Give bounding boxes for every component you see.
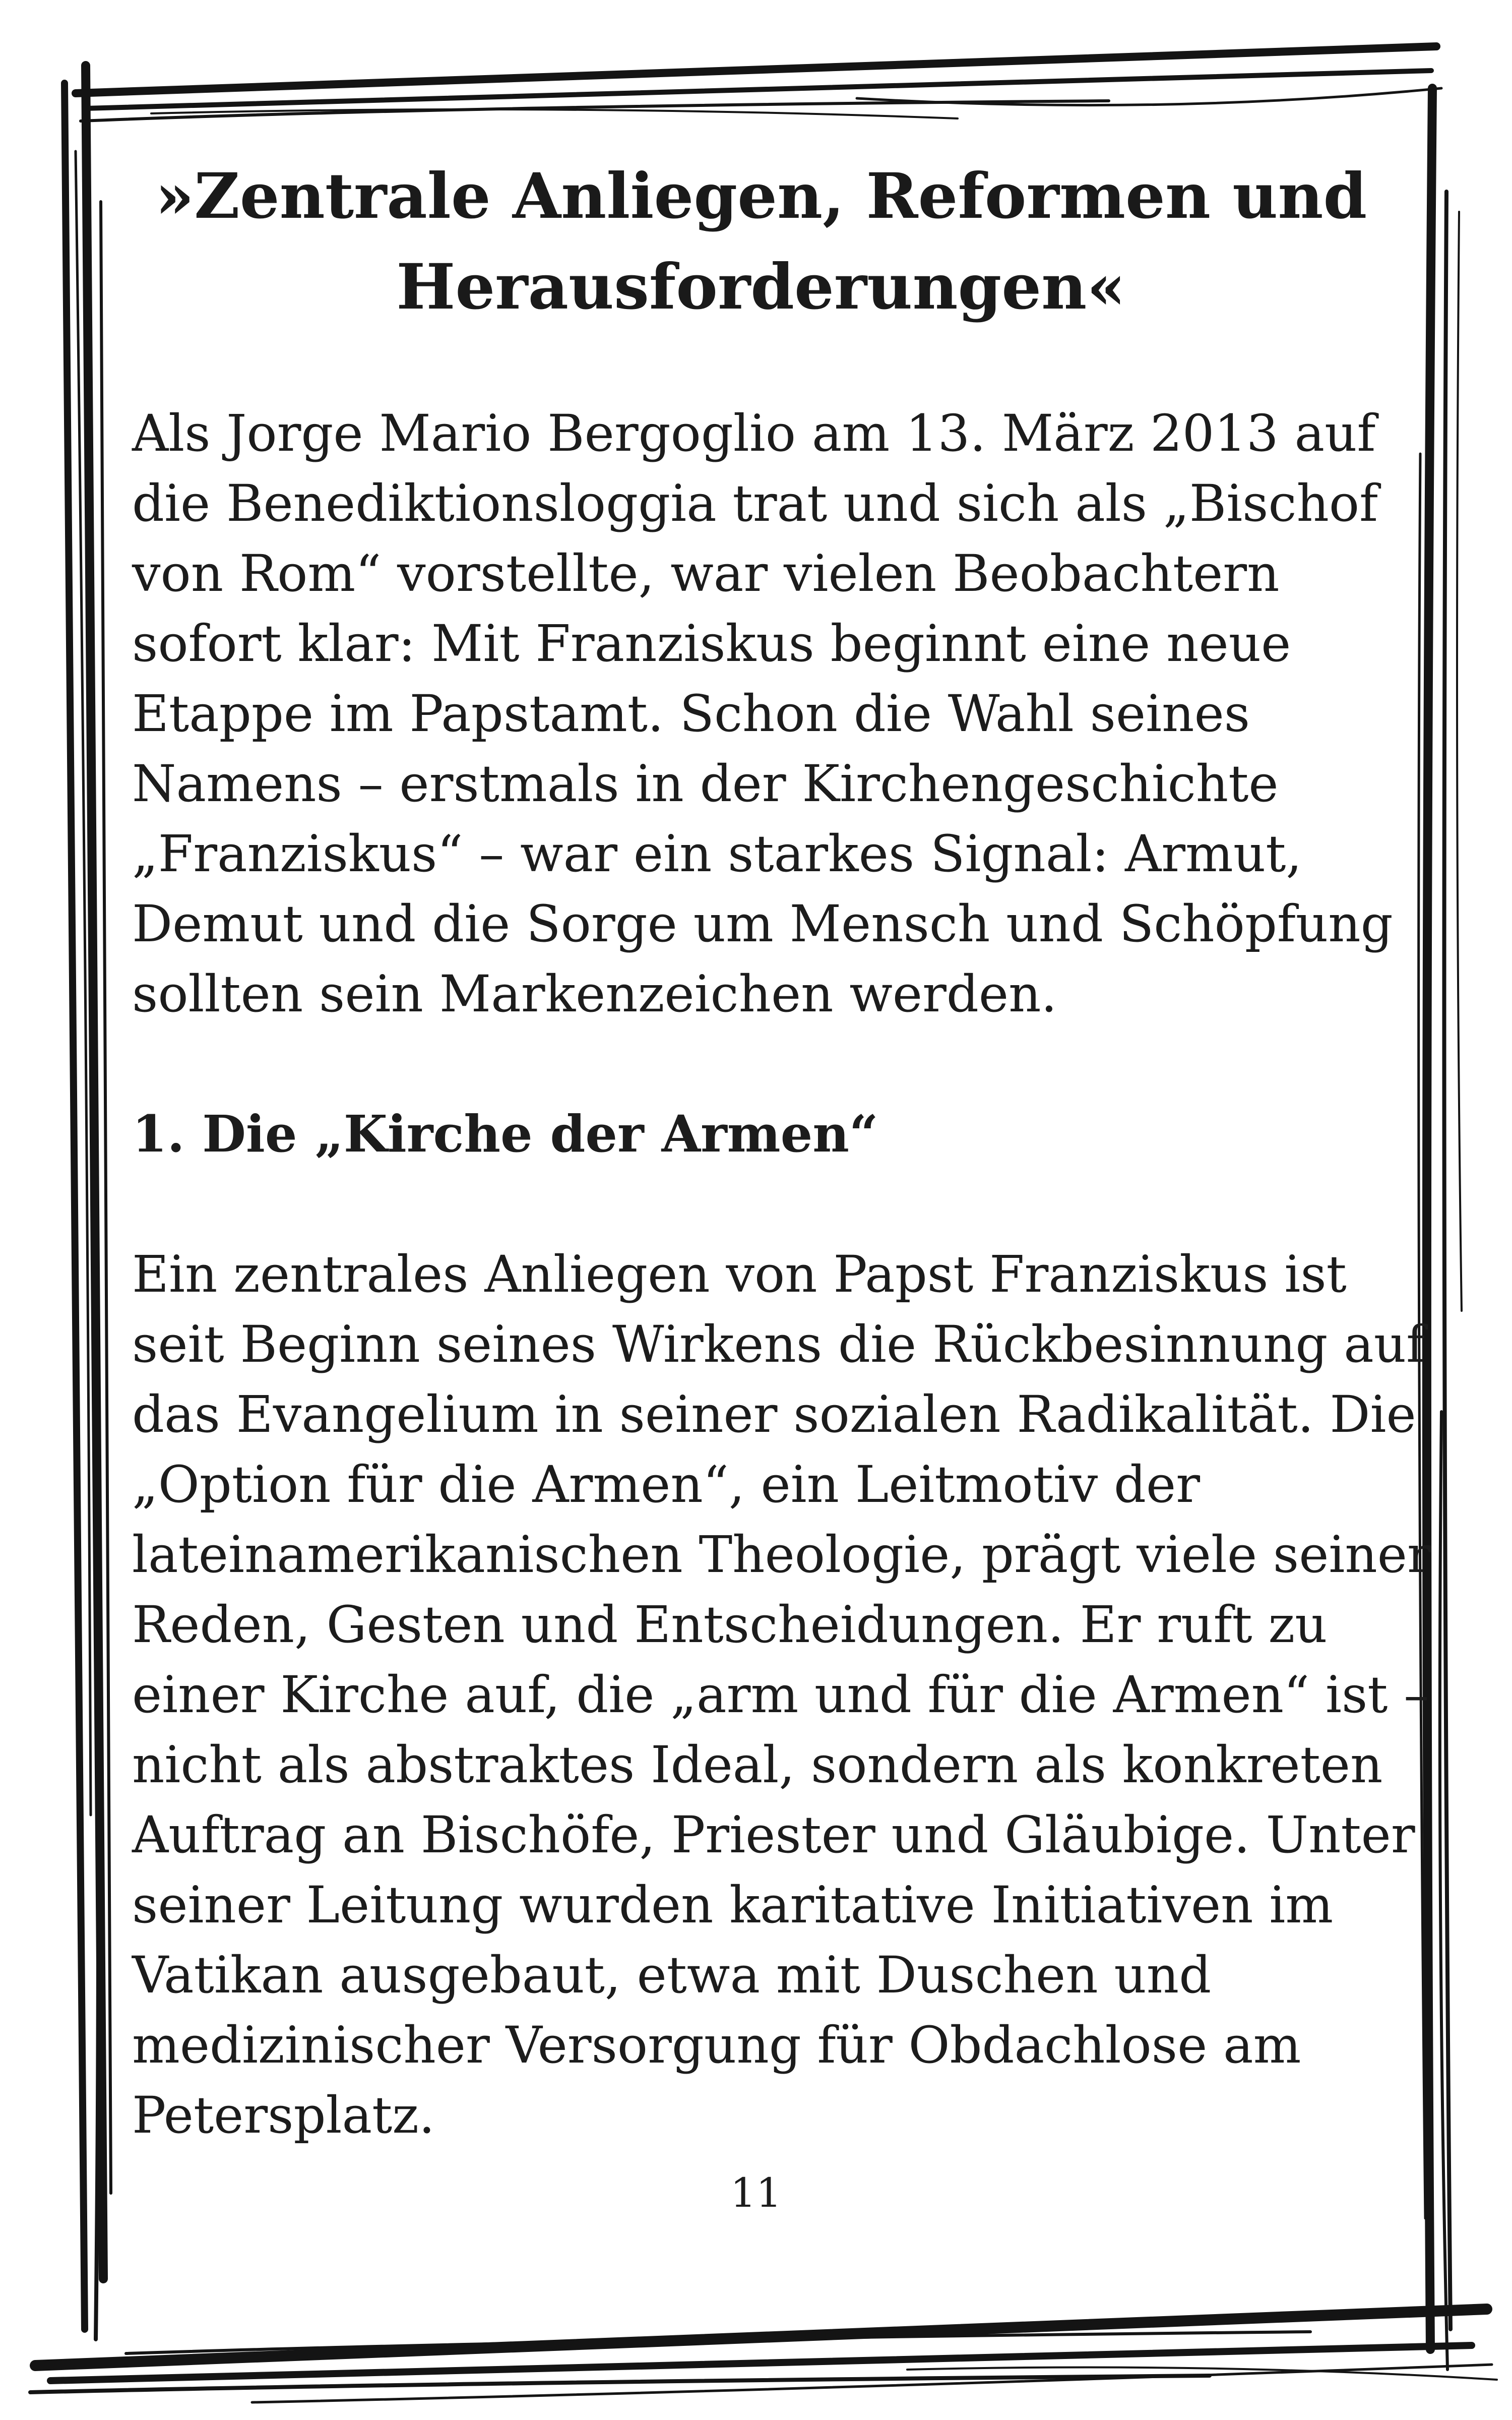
page-title: »Zentrale Anliegen, Reformen und Herausforderungen« — [155, 160, 1367, 324]
intro-paragraph: Als Jorge Mario Bergoglio am 13. März 2013 auf die Benediktionsloggia trat und sich als „Bischof von Rom“ vorstellte, war vielen Beobachtern sofort klar: Mit Franziskus beginnt eine neue Etappe im Papstamt. Schon die Wahl seines Namens – erstmals in der Kirchengeschichte „Franziskus“ – war ein starkes Signal: Armut, Demut und die Sorge um Mensch und Schöpfung sollten sein Markenzeichen werden. — [132, 404, 1393, 1023]
section-heading: 1. Die „Kirche der Armen“ — [132, 1104, 878, 1164]
text-body — [132, 398, 1432, 2150]
section-paragraph: Ein zentrales Anliegen von Papst Franziskus ist seit Beginn seines Wirkens die Rückbesinnung auf das Evangelium in seiner sozialen Radikalität. Die „Option für die Armen“, ein Leitmotiv der lateinamerikanischen Theologie, prägt viele seiner Reden, Gesten und Entscheidungen. Er ruft zu einer Kirche auf, die „arm und für die Armen“ ist – nicht als abstraktes Ideal, sondern als konkreten Auftrag an Bischöfe, Priester und Gläubige. Unter seiner Leitung wurden karitative Initiativen im Vatikan ausgebaut, etwa mit Duschen und medizinischer Versorgung für Obdachlose am Petersplatz. — [132, 1245, 1431, 2145]
page-number: 11 — [730, 2169, 782, 2216]
